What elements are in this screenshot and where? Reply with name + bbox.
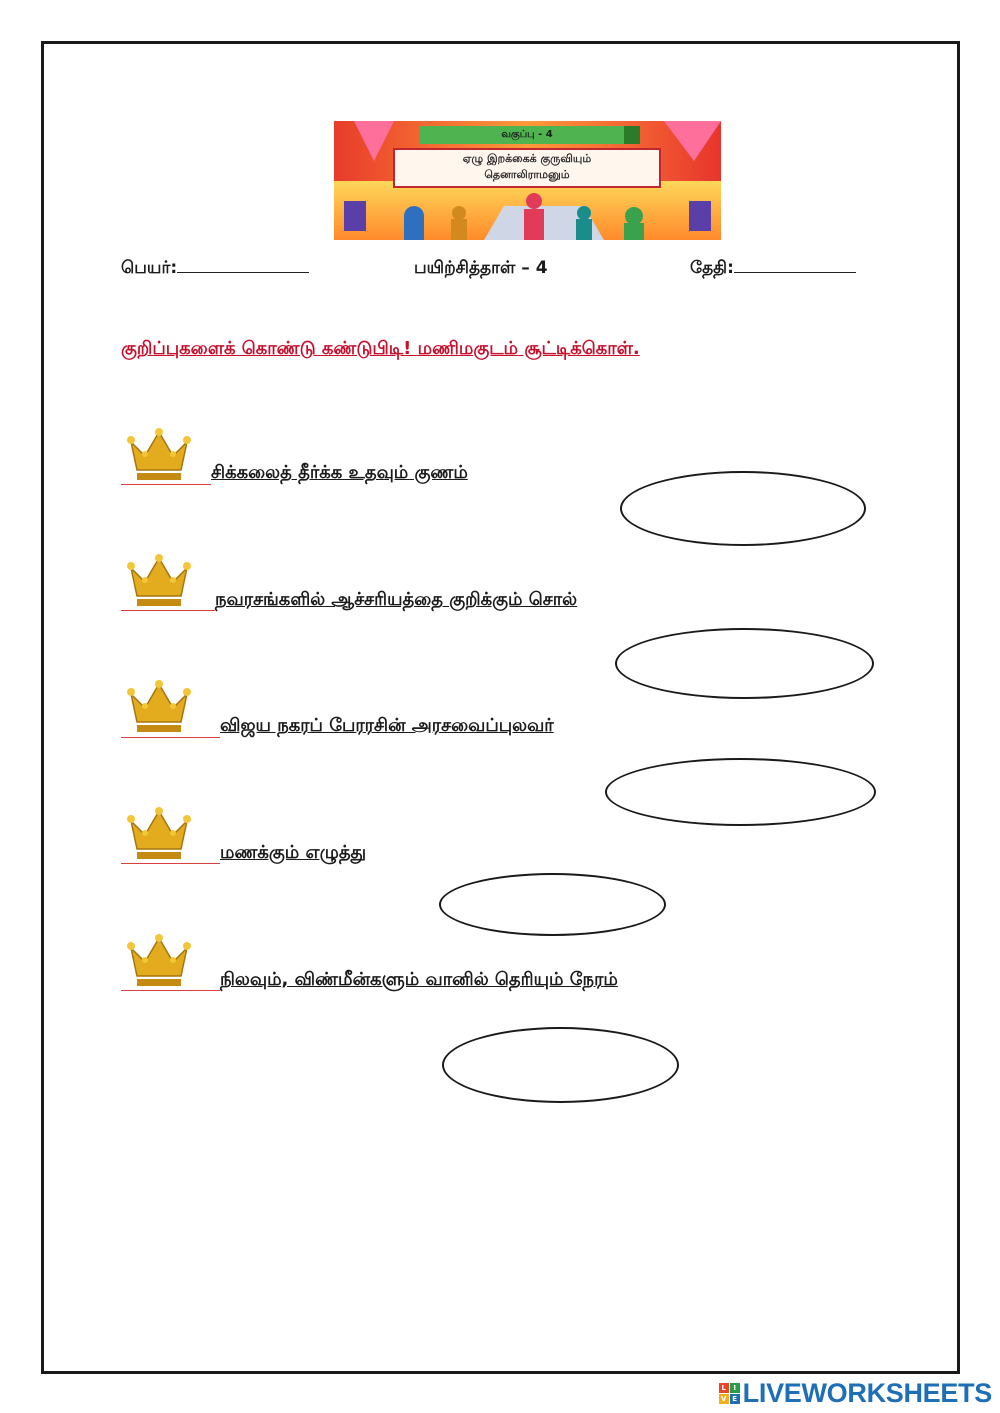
question-1-text: சிக்கலைத் தீர்க்க உதவும் குணம்	[211, 462, 468, 483]
date-blank[interactable]	[734, 258, 856, 273]
instruction-text: குறிப்புகளைக் கொண்டு கண்டுபிடி! மணிமகுடம் சூட்டிக்கொள்.	[121, 338, 640, 359]
crown-icon	[127, 428, 191, 482]
banner-title	[396, 151, 658, 185]
question-rule	[121, 610, 215, 611]
answer-oval-4[interactable]	[439, 873, 666, 936]
name-field	[121, 258, 309, 280]
question-2-text: நவரசங்களில் ஆச்சரியத்தை குறிக்கும் சொல்	[215, 589, 578, 610]
answer-oval-1[interactable]	[620, 471, 866, 546]
question-4-text: மணக்கும் எழுத்து	[220, 842, 367, 863]
brand-mark-letter: I	[730, 1383, 740, 1393]
crown-icon	[127, 807, 191, 861]
liveworksheets-logo[interactable]	[719, 1378, 992, 1408]
date-field	[690, 258, 856, 280]
name-blank[interactable]	[177, 258, 309, 273]
question-rule	[121, 484, 211, 485]
brand-mark-letter: E	[730, 1394, 740, 1404]
crown-icon	[127, 680, 191, 734]
date-label: தேதி:	[690, 258, 734, 278]
question-3-text: விஜய நகரப் பேரரசின் அரசவைப்புலவர்	[220, 715, 554, 736]
answer-oval-2[interactable]	[615, 628, 874, 699]
brand-mark-letter: V	[719, 1394, 729, 1404]
answer-oval-3[interactable]	[605, 758, 876, 826]
question-rule	[121, 990, 220, 991]
title-banner	[334, 121, 721, 240]
question-5-text: நிலவும், விண்மீன்களும் வானில் தெரியும் நேரம்	[220, 969, 618, 990]
crown-icon	[127, 554, 191, 608]
crown-icon	[127, 934, 191, 988]
banner-title-line-1: ஏழு இறக்கைக் குருவியும்	[462, 152, 592, 165]
brand-text: LIVEWORKSHEETS	[742, 1377, 992, 1408]
banner-title-line-2: தெனாலிராமனும்	[484, 168, 570, 181]
answer-oval-5[interactable]	[442, 1027, 679, 1103]
brand-mark-icon	[719, 1383, 740, 1404]
brand-mark-letter: L	[719, 1383, 729, 1393]
worksheet-number: பயிற்சித்தாள் – 4	[414, 258, 548, 278]
question-rule	[121, 863, 220, 864]
banner-grade-label: வகுப்பு - 4	[501, 129, 553, 140]
question-rule	[121, 737, 220, 738]
name-label: பெயர்:	[121, 258, 178, 278]
